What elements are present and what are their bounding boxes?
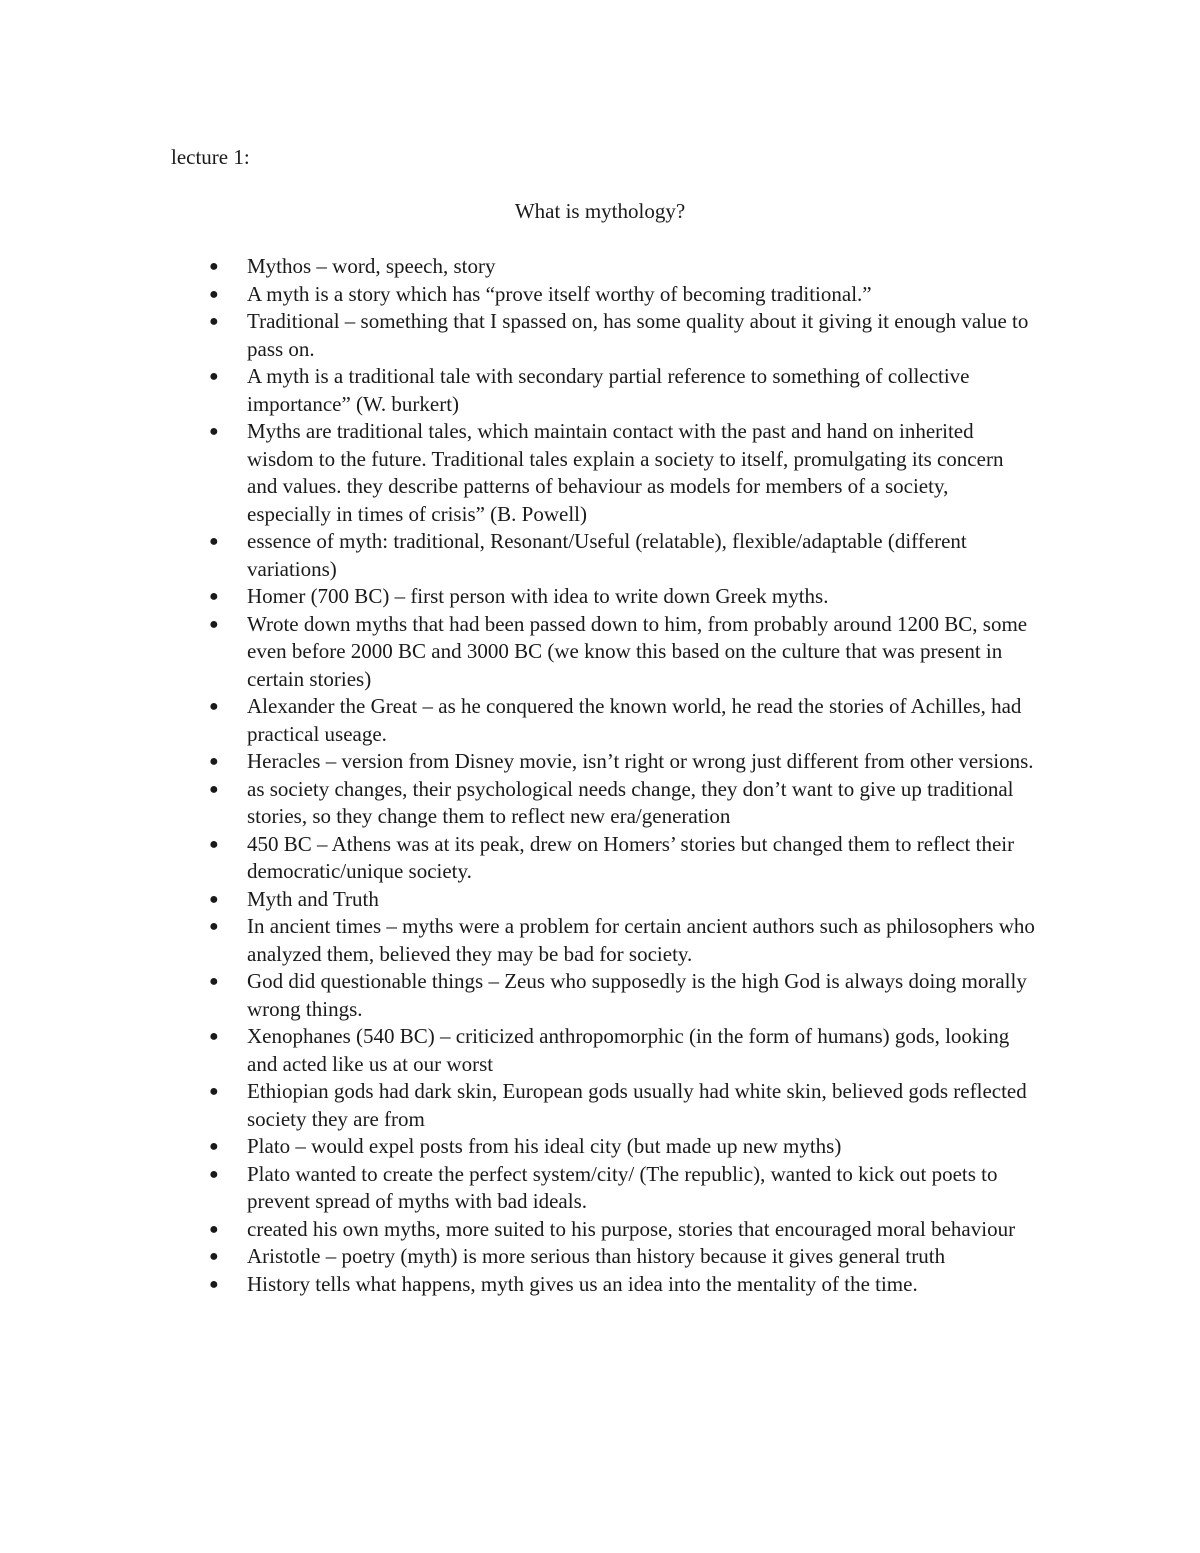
list-item bbox=[207, 886, 1037, 914]
notes-bullet-list bbox=[207, 253, 1037, 1298]
bullet-icon: ● bbox=[209, 918, 219, 935]
bullet-icon: ● bbox=[209, 423, 219, 440]
list-item-text: Heracles – version from Disney movie, isn’t right or wrong just different from other versions. bbox=[247, 749, 1034, 773]
bullet-icon: ● bbox=[209, 1083, 219, 1100]
list-item-text: In ancient times – myths were a problem for certain ancient authors such as philosophers who analyzed them, believed they may be bad for society. bbox=[247, 914, 1035, 966]
bullet-icon: ● bbox=[209, 1248, 219, 1265]
bullet-icon: ● bbox=[209, 1165, 219, 1183]
list-item bbox=[207, 363, 1037, 418]
list-item-text: 450 BC – Athens was at its peak, drew on Homers’ stories but changed them to reflect their democratic/unique society. bbox=[247, 831, 1015, 883]
list-item bbox=[207, 1271, 1037, 1299]
list-item-text: History tells what happens, myth gives us an idea into the mentality of the time. bbox=[247, 1271, 918, 1296]
bullet-icon: ● bbox=[209, 1220, 219, 1238]
list-item bbox=[207, 418, 1037, 528]
list-item bbox=[207, 913, 1037, 968]
list-item-text: as society changes, their psychological needs change, they don’t want to give up traditional stories, so they change them to reflect new era/generation bbox=[247, 776, 1014, 828]
bullet-icon: ● bbox=[209, 313, 219, 330]
list-item-text: Mythos – word, speech, story bbox=[247, 254, 496, 278]
list-item-text: Traditional – something that I spassed on, has some quality about it giving it enough value to pass on. bbox=[247, 309, 1029, 361]
list-item bbox=[207, 748, 1037, 776]
list-item bbox=[207, 776, 1037, 831]
bullet-icon: ● bbox=[209, 780, 219, 798]
bullet-icon: ● bbox=[209, 698, 219, 715]
list-item-text: Aristotle – poetry (myth) is more serious than history because it gives general truth bbox=[247, 1244, 946, 1268]
list-item-text: A myth is a traditional tale with secondary partial reference to something of collective importance” (W. burkert) bbox=[247, 364, 970, 416]
list-item bbox=[207, 1023, 1037, 1078]
bullet-icon: ● bbox=[209, 368, 219, 385]
list-item-text: essence of myth: traditional, Resonant/Useful (relatable), flexible/adaptable (different variations) bbox=[247, 529, 967, 581]
list-item-text: Ethiopian gods had dark skin, European gods usually had white skin, believed gods reflected society they are from bbox=[247, 1079, 1027, 1131]
bullet-icon: ● bbox=[209, 753, 219, 770]
bullet-icon: ● bbox=[209, 973, 219, 990]
list-item bbox=[207, 1133, 1037, 1161]
list-item-text: Wrote down myths that had been passed down to him, from probably around 1200 BC, some even before 2000 BC and 3000 BC (we know this based on the culture that was present in certain stories) bbox=[247, 611, 1028, 691]
list-item bbox=[207, 1216, 1037, 1244]
list-item-text: Plato wanted to create the perfect system/city/ (The republic), wanted to kick out poets to prevent spread of myths with bad ideals. bbox=[247, 1161, 998, 1213]
bullet-icon: ● bbox=[209, 890, 219, 908]
list-item-text: Plato – would expel posts from his ideal city (but made up new myths) bbox=[247, 1134, 842, 1158]
list-item bbox=[207, 253, 1037, 281]
list-item bbox=[207, 1078, 1037, 1133]
list-item bbox=[207, 611, 1037, 694]
list-item bbox=[207, 308, 1037, 363]
bullet-icon: ● bbox=[209, 615, 219, 633]
list-item-text: God did questionable things – Zeus who supposedly is the high God is always doing morally wrong things. bbox=[247, 969, 1027, 1021]
list-item bbox=[207, 968, 1037, 1023]
bullet-icon: ● bbox=[209, 285, 219, 303]
bullet-icon: ● bbox=[209, 1138, 219, 1155]
list-item bbox=[207, 583, 1037, 611]
list-item bbox=[207, 693, 1037, 748]
list-item-text: created his own myths, more suited to his purpose, stories that encouraged moral behaviour bbox=[247, 1216, 1016, 1241]
bullet-icon: ● bbox=[209, 588, 219, 605]
bullet-icon: ● bbox=[209, 1028, 219, 1045]
lecture-header: lecture 1: bbox=[171, 145, 250, 169]
list-item-text: Homer (700 BC) – first person with idea to write down Greek myths. bbox=[247, 584, 829, 608]
list-item-text: Xenophanes (540 BC) – criticized anthropomorphic (in the form of humans) gods, looking and acted like us at our worst bbox=[247, 1024, 1010, 1076]
bullet-icon: ● bbox=[209, 258, 219, 275]
list-item-text: Myths are traditional tales, which maintain contact with the past and hand on inherited wisdom to the future. Traditional tales explain a society to itself, promulgating its concern and values. they describe patterns of behaviour as models for members of a society, especially in times of crisis” (B. Powell) bbox=[247, 419, 1004, 526]
bullet-icon: ● bbox=[209, 533, 219, 550]
list-item bbox=[207, 831, 1037, 886]
list-item bbox=[207, 281, 1037, 309]
list-item bbox=[207, 1161, 1037, 1216]
list-item bbox=[207, 528, 1037, 583]
list-item-text: A myth is a story which has “prove itself worthy of becoming traditional.” bbox=[247, 281, 872, 306]
list-item-text: Myth and Truth bbox=[247, 886, 379, 911]
bullet-icon: ● bbox=[209, 835, 219, 853]
list-item-text: Alexander the Great – as he conquered the known world, he read the stories of Achilles, had practical useage. bbox=[247, 694, 1022, 746]
page-title: What is mythology? bbox=[514, 199, 686, 223]
list-item bbox=[207, 1243, 1037, 1271]
bullet-icon: ● bbox=[209, 1275, 219, 1293]
